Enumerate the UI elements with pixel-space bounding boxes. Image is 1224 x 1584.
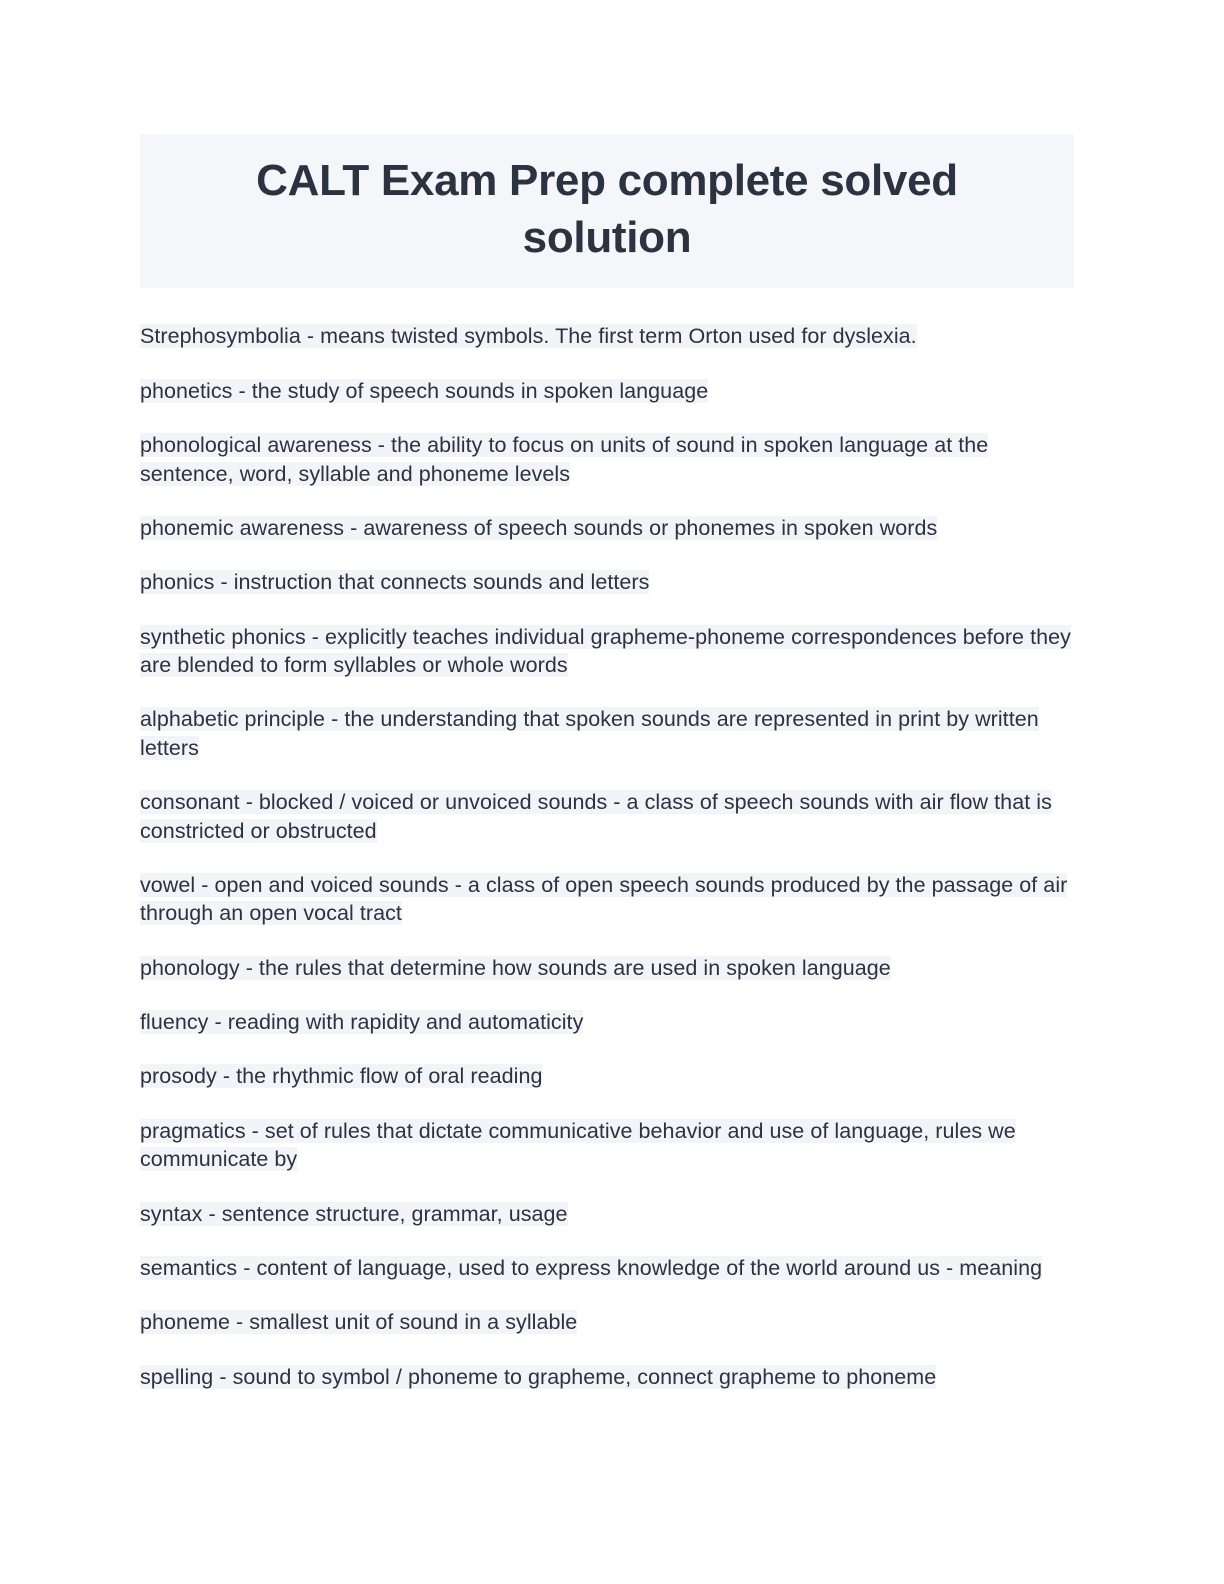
glossary-entry <box>140 1308 1074 1336</box>
glossary-entry <box>140 568 1074 596</box>
glossary-entry <box>140 1200 1074 1228</box>
glossary-entry-text: vowel - open and voiced sounds - a class of open speech sounds produced by the passage of air through an open vocal tract <box>140 872 1068 926</box>
glossary-entry <box>140 1117 1074 1174</box>
glossary-entry-text: alphabetic principle - the understanding that spoken sounds are represented in print by written letters <box>140 707 1039 760</box>
glossary-entry-text: synthetic phonics - explicitly teaches individual grapheme-phoneme correspondences before they are blended to form syllables or whole words <box>140 624 1071 677</box>
glossary-entry <box>140 954 1074 982</box>
glossary-entry-text: phonetics - the study of speech sounds in spoken language <box>140 378 709 403</box>
glossary-entry-text: syntax - sentence structure, grammar, usage <box>140 1201 568 1226</box>
glossary-entry <box>140 1008 1074 1036</box>
glossary-entry <box>140 322 1074 350</box>
glossary-entry-text: semantics - content of language, used to express knowledge of the world around us - meaning <box>140 1255 1043 1280</box>
glossary-entry-list <box>140 322 1074 1391</box>
glossary-entry-text: phonics - instruction that connects sounds and letters <box>140 570 650 595</box>
glossary-entry-text: consonant - blocked / voiced or unvoiced sounds - a class of speech sounds with air flow that is constricted or obstructed <box>140 790 1052 843</box>
glossary-entry <box>140 1254 1074 1282</box>
glossary-entry <box>140 1062 1074 1090</box>
glossary-entry <box>140 431 1074 488</box>
glossary-entry <box>140 871 1074 928</box>
glossary-entry <box>140 377 1074 405</box>
glossary-entry <box>140 788 1074 845</box>
glossary-entry <box>140 1363 1074 1391</box>
glossary-entry-text: prosody - the rhythmic flow of oral reading <box>140 1064 543 1089</box>
document-body <box>140 134 1074 1417</box>
glossary-entry <box>140 623 1074 680</box>
glossary-entry <box>140 705 1074 762</box>
glossary-entry-text: fluency - reading with rapidity and automaticity <box>140 1010 584 1034</box>
glossary-entry-text: Strephosymbolia - means twisted symbols. The first term Orton used for dyslexia. <box>140 324 917 349</box>
glossary-entry-text: phonology - the rules that determine how sounds are used in spoken language <box>140 955 891 980</box>
glossary-entry-text: phonological awareness - the ability to focus on units of sound in spoken language at the sentence, word, syllable and phoneme levels <box>140 433 989 486</box>
glossary-entry-text: phonemic awareness - awareness of speech sounds or phonemes in spoken words <box>140 515 938 540</box>
glossary-entry <box>140 514 1074 542</box>
glossary-entry-text: pragmatics - set of rules that dictate communicative behavior and use of language, rules we communicate by <box>140 1118 1016 1172</box>
glossary-entry-text: spelling - sound to symbol / phoneme to grapheme, connect grapheme to phoneme <box>140 1364 937 1389</box>
glossary-entry-text: phoneme - smallest unit of sound in a syllable <box>140 1310 578 1335</box>
page-title: CALT Exam Prep complete solved solution <box>140 134 1074 288</box>
